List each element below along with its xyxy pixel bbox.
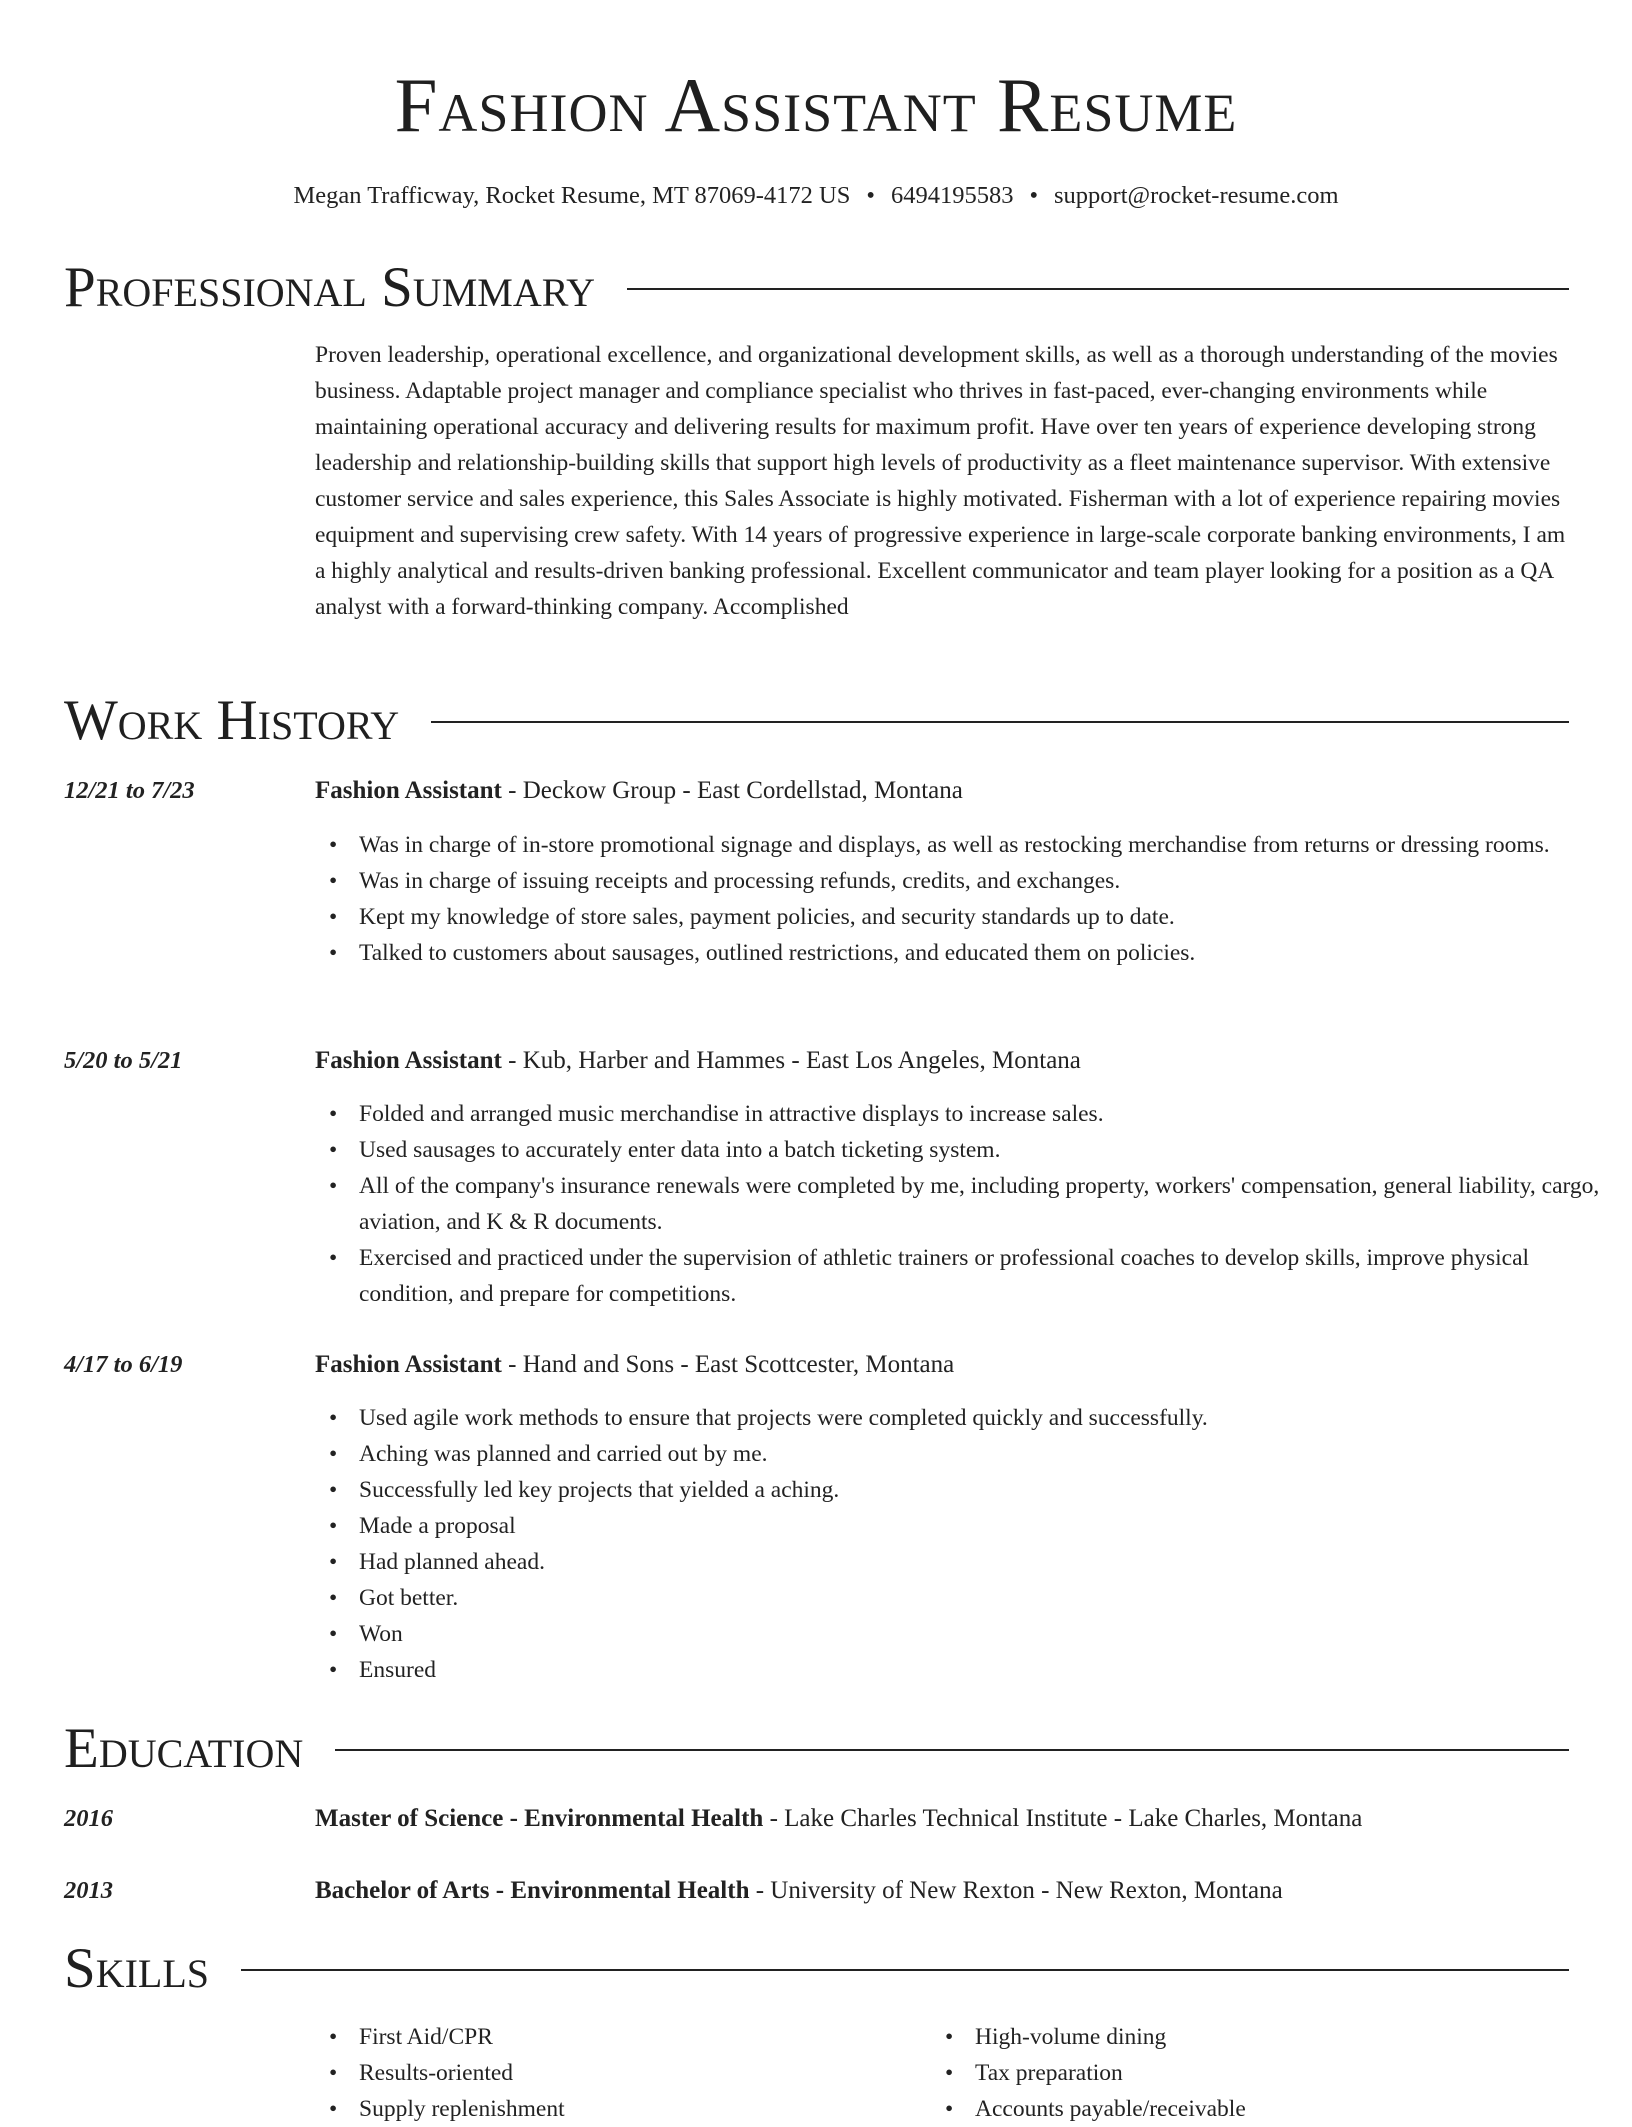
school-location: - University of New Rexton - New Rexton, Montana [749,1877,1283,1904]
contact-separator: • [866,182,875,209]
education-entry [315,1801,1362,1837]
list-item: • Kept my knowledge of store sales, payment policies, and security standards up to date. [359,899,1615,935]
summary-text: Proven leadership, operational excellence, and organizational development skills, as well as a thorough understanding of the movies business. Adaptable project manager and compliance specialist who thrives in fast-paced, ever-changing environments while maintaining operational accuracy and delivering results for maximum profit. Have over ten years of experience developing strong leadership and relationship-building skills that support high levels of productivity as a fleet maintenance supervisor. With extensive customer service and sales experience, this Sales Associate is highly motivated. Fisherman with a lot of experience repairing movies equipment and supervising crew safety. With 14 years of progressive experience in large-scale corporate banking environments, I am a highly analytical and results-driven banking professional. Excellent communicator and team player looking for a position as a QA analyst with a forward-thinking company. Accomplished [315,342,1566,620]
list-item: • Had planned ahead. [359,1544,1615,1580]
job-employer-location: - Hand and Sons - East Scottcester, Montana [501,1351,955,1378]
skills-section-title: Skills [64,1937,210,2000]
list-item: • Successfully led key projects that yielded a aching. [359,1472,1615,1508]
job-duties-list [315,1096,1615,1312]
resume-header [0,55,1632,211]
list-item: • Exercised and practiced under the supervision of athletic trainers or professional coaches to develop skills, improve physical condition, and prepare for competitions. [359,1240,1615,1312]
education-year: 2016 [64,1805,113,1832]
education-year: 2013 [64,1877,113,1904]
list-item: • Used sausages to accurately enter data into a batch ticketing system. [359,1132,1615,1168]
job-title: Fashion Assistant [315,1351,502,1378]
list-item: • Made a proposal [359,1508,1615,1544]
list-item: • All of the company's insurance renewals were completed by me, including property, workers' compensation, general liability, cargo, aviation, and K & R documents. [359,1168,1615,1240]
skills-list-right [931,2019,1246,2127]
job-title: Fashion Assistant [315,1047,502,1074]
contact-line [0,181,1632,211]
section-divider [431,721,1569,723]
work-section-title: Work History [64,689,400,752]
resume-title: Fashion Assistant Resume [394,62,1238,148]
contact-email: support@rocket-resume.com [1054,182,1339,209]
education-section-heading [64,1714,1569,1784]
degree-title: Bachelor of Arts - Environmental Health [315,1877,750,1904]
section-divider [241,1969,1569,1971]
school-location: - Lake Charles Technical Institute - Lake Charles, Montana [763,1805,1363,1832]
list-item: • Was in charge of issuing receipts and processing refunds, credits, and exchanges. [359,863,1615,899]
list-item: • Was in charge of in-store promotional signage and displays, as well as restocking merchandise from returns or dressing rooms. [359,827,1615,863]
job-dates: 4/17 to 6/19 [64,1351,183,1378]
list-item: • Talked to customers about sausages, outlined restrictions, and educated them on policies. [359,935,1615,971]
skills-list-left [315,2019,565,2127]
list-item: • Ensured [359,1652,1615,1688]
job-employer-location: - Kub, Harber and Hammes - East Los Angeles, Montana [501,1047,1081,1074]
summary-section-heading [64,253,1569,323]
list-item: • Used agile work methods to ensure that projects were completed quickly and successfully. [359,1400,1615,1436]
work-section-heading [64,686,1569,756]
job-employer-location: - Deckow Group - East Cordellstad, Montana [501,777,963,804]
contact-separator: • [1029,182,1039,209]
degree-title: Master of Science - Environmental Health [315,1805,764,1832]
skill-item: • Supply replenishment [359,2091,565,2127]
list-item: • Folded and arranged music merchandise in attractive displays to increase sales. [359,1096,1615,1132]
list-item: • Won [359,1616,1615,1652]
contact-phone: 6494195583 [890,182,1014,209]
skill-item: • Tax preparation [975,2055,1246,2091]
skill-item: • High-volume dining [975,2019,1246,2055]
job-heading [315,1347,954,1383]
job-dates: 5/20 to 5/21 [64,1047,183,1074]
skill-item: • Results-oriented [359,2055,565,2091]
contact-address: Megan Trafficway, Rocket Resume, MT 87069-4172 US [293,182,851,209]
skill-item: • Accounts payable/receivable [975,2091,1246,2127]
skills-section-heading [64,1934,1569,2004]
job-heading [315,773,963,809]
job-duties-list [315,1400,1615,1688]
section-divider [335,1749,1569,1751]
list-item: • Aching was planned and carried out by me. [359,1436,1615,1472]
section-divider [627,288,1569,290]
education-section-title: Education [64,1717,304,1780]
job-title: Fashion Assistant [315,777,502,804]
education-entry [315,1873,1283,1909]
skill-item: • First Aid/CPR [359,2019,565,2055]
job-duties-list [315,827,1615,971]
list-item: • Got better. [359,1580,1615,1616]
job-dates: 12/21 to 7/23 [64,777,195,804]
job-heading [315,1043,1081,1079]
summary-section-title: Professional Summary [64,256,596,319]
